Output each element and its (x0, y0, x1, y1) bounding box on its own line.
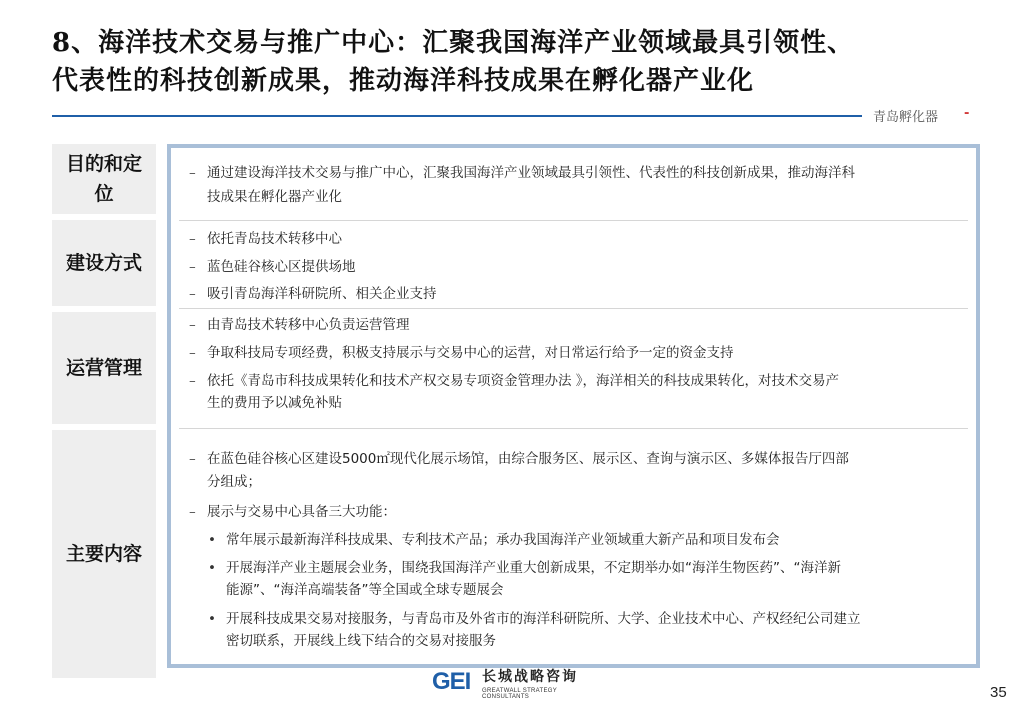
list-item: – 蓝色硅谷核心区提供场地 (207, 256, 356, 278)
sub-list-item: • 开展科技成果交易对接服务，与青岛市及外省市的海洋科研院所、大学、企业技术中心、产权经纪公司建立 (226, 608, 861, 630)
list-item: – 展示与交易中心具备三大功能： (207, 501, 396, 523)
list-item-continued: 生的费用予以减免补贴 (207, 395, 342, 411)
content-panel (167, 144, 980, 668)
dash-bullet-icon: – (189, 373, 196, 389)
title-line-2: 代表性的科技创新成果，推动海洋科技成果在孵化器产业化 (52, 66, 755, 96)
dash-bullet-icon: – (189, 231, 196, 247)
dash-bullet-icon: – (189, 345, 196, 361)
dot-bullet-icon: • (208, 611, 216, 627)
list-item-continued: 分组成； (207, 474, 261, 490)
label-purpose-line2: 位 (94, 183, 114, 205)
section-purpose (179, 154, 968, 221)
sub-list-item-continued: 能源”、“海洋高端装备”等全国或全球专题展会 (226, 582, 504, 598)
dot-bullet-icon: • (208, 560, 216, 576)
logo-chinese-name: 长城战略咨询 (482, 669, 578, 685)
sub-list-item: • 常年展示最新海洋科技成果、专利技术产品；承办我国海洋产业领域重大新产品和项目发布会 (226, 529, 780, 551)
page-number: 35 (990, 684, 1007, 701)
dot-bullet-icon: • (208, 532, 216, 548)
list-item: – 在蓝色硅谷核心区建设5000㎡现代化展示场馆，由综合服务区、展示区、查询与演示区、多媒体报告厅四部 (207, 448, 849, 470)
label-purpose (52, 144, 156, 214)
logo-mark: GEI (432, 668, 471, 695)
label-column (52, 144, 156, 678)
dash-bullet-icon: – (189, 317, 196, 333)
label-operation: 运营管理 (52, 312, 156, 424)
dash-bullet-icon: – (189, 286, 196, 302)
dash-bullet-icon: – (189, 504, 196, 520)
logo-english-name: GREATWALL STRATEGY CONSULTANTS (482, 688, 557, 700)
sub-list-item-continued: 密切联系，开展线上线下结合的交易对接服务 (226, 633, 496, 649)
label-construction: 建设方式 (52, 220, 156, 306)
section-construction (179, 220, 968, 309)
label-content: 主要内容 (52, 430, 156, 678)
title-divider (52, 115, 862, 117)
page-title (52, 24, 1002, 100)
dash-bullet-icon: – (189, 451, 196, 467)
list-item: – 吸引青岛海洋科研院所、相关企业支持 (207, 283, 437, 305)
list-item: – 通过建设海洋技术交易与推广中心，汇聚我国海洋产业领域最具引领性、代表性的科技创新成果，推动海洋科 (207, 162, 855, 184)
list-item: – 争取科技局专项经费，积极支持展示与交易中心的运营，对日常运行给予一定的资金支持 (207, 342, 734, 364)
section-tag-dash: - (964, 106, 970, 121)
company-logo (432, 666, 602, 700)
dash-bullet-icon: – (189, 259, 196, 275)
list-item: – 依托青岛技术转移中心 (207, 228, 342, 250)
title-line-1: 8、海洋技术交易与推广中心：汇聚我国海洋产业领域最具引领性、 (52, 28, 855, 58)
section-tag: 青岛孵化器 (873, 110, 939, 125)
list-item-continued: 技成果在孵化器产业化 (207, 189, 342, 205)
section-content (179, 428, 968, 664)
list-item: – 依托《青岛市科技成果转化和技术产权交易专项资金管理办法 》，海洋相关的科技成果转化，对技术交易产 (207, 370, 839, 392)
section-operation (179, 308, 968, 429)
sub-list-item: • 开展海洋产业主题展会业务，围绕我国海洋产业重大创新成果，不定期举办如“海洋生物医药”、“海洋新 (226, 557, 841, 579)
dash-bullet-icon: – (189, 165, 196, 181)
list-item: – 由青岛技术转移中心负责运营管理 (207, 314, 410, 336)
label-purpose-line1: 目的和定 (65, 153, 142, 175)
